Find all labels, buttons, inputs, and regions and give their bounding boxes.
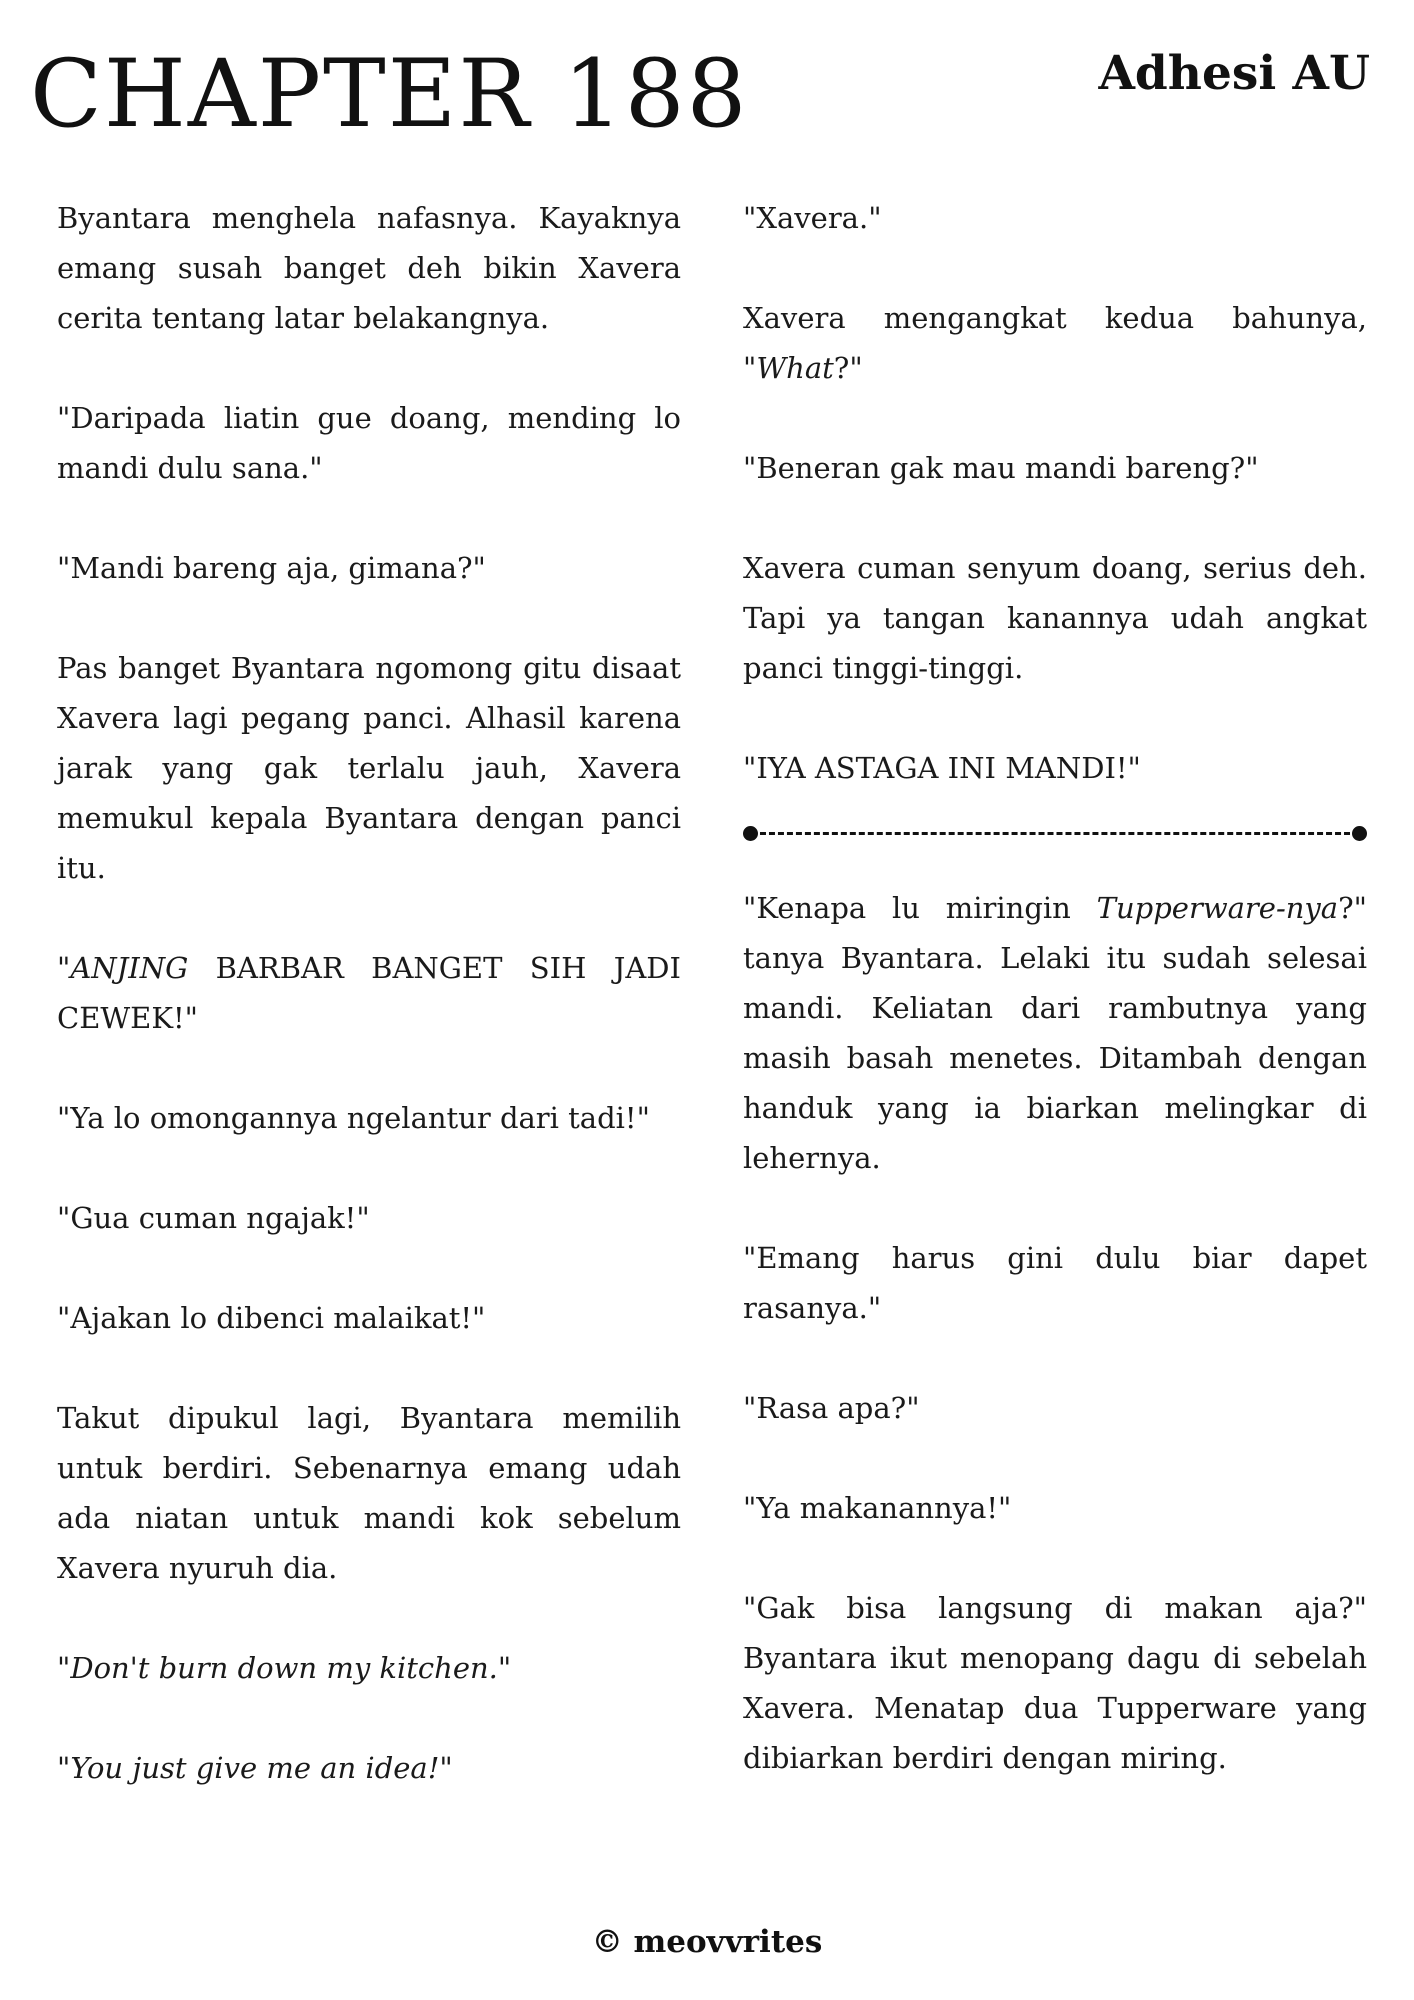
- quote-mark: ": [57, 1751, 71, 1785]
- emphasis: ANJING: [70, 951, 189, 985]
- paragraph: [743, 883, 1367, 1183]
- paragraph: [57, 943, 681, 1043]
- divider-line: [751, 832, 1359, 835]
- quote-mark: ": [439, 1751, 453, 1785]
- scene-divider: [743, 821, 1367, 845]
- paragraph: "Ajakan lo dibenci malaikat!": [57, 1301, 486, 1335]
- paragraph: "Ya lo omongannya ngelantur dari tadi!": [57, 1101, 650, 1135]
- paragraph: Takut dipukul lagi, Byantara memilih untuk berdiri. Sebenarnya emang udah ada niatan untuk mandi kok sebelum Xavera nyuruh dia.: [57, 1401, 681, 1585]
- divider-dot-icon: [1352, 826, 1367, 841]
- quote-mark: ": [57, 951, 71, 985]
- paragraph-text: BARBAR BANGET SIH JADI CEWEK!": [57, 951, 681, 1035]
- emphasis: You just give me an idea!: [70, 1751, 440, 1785]
- paragraph: [57, 1643, 681, 1693]
- paragraph-text: ?": [833, 351, 863, 385]
- emphasis: What: [756, 351, 834, 385]
- paragraph: "Rasa apa?": [743, 1391, 920, 1425]
- footer-credit: © meovvrites: [591, 1924, 823, 1960]
- right-column: [743, 193, 1367, 1833]
- paragraph: "Ya makanannya!": [743, 1491, 1012, 1525]
- quote-mark: ": [57, 1651, 71, 1685]
- chapter-title: CHAPTER 188: [30, 40, 749, 149]
- paragraph: "IYA ASTAGA INI MANDI!": [743, 751, 1141, 785]
- paragraph: "Beneran gak mau mandi bareng?": [743, 451, 1259, 485]
- paragraph: "Emang harus gini dulu biar dapet rasanya.": [743, 1241, 1367, 1325]
- paragraph: "Gak bisa langsung di makan aja?" Byantara ikut menopang dagu di sebelah Xavera. Menatap dua Tupperware yang dibiarkan berdiri dengan miring.: [743, 1591, 1367, 1775]
- paragraph: Xavera cuman senyum doang, serius deh. Tapi ya tangan kanannya udah angkat panci tinggi-tinggi.: [743, 551, 1367, 685]
- paragraph: "Xavera.": [743, 201, 882, 235]
- paragraph-text: ?" tanya Byantara. Lelaki itu sudah selesai mandi. Keliatan dari rambutnya yang masih basah menetes. Ditambah dengan handuk yang ia biarkan melingkar di lehernya.: [743, 891, 1367, 1175]
- paragraph: "Daripada liatin gue doang, mending lo mandi dulu sana.": [57, 401, 681, 485]
- paragraph-text: "Kenapa lu miringin: [743, 891, 1097, 925]
- paragraph: "Mandi bareng aja, gimana?": [57, 551, 486, 585]
- story-title: Adhesi AU: [1098, 46, 1370, 101]
- paragraph: Byantara menghela nafasnya. Kayaknya emang susah banget deh bikin Xavera cerita tentang latar belakangnya.: [57, 201, 681, 335]
- paragraph: "Gua cuman ngajak!": [57, 1201, 370, 1235]
- paragraph: [57, 1743, 681, 1793]
- paragraph-text: Xavera mengangkat kedua bahunya, ": [743, 301, 1367, 385]
- emphasis: Tupperware-nya: [1096, 891, 1339, 925]
- quote-mark: ": [497, 1651, 512, 1685]
- emphasis: Don't burn down my kitchen.: [70, 1651, 498, 1685]
- paragraph: [743, 293, 1367, 393]
- paragraph: Pas banget Byantara ngomong gitu disaat Xavera lagi pegang panci. Alhasil karena jarak yang gak terlalu jauh, Xavera memukul kepala Byantara dengan panci itu.: [57, 651, 681, 885]
- left-column: [57, 193, 681, 1843]
